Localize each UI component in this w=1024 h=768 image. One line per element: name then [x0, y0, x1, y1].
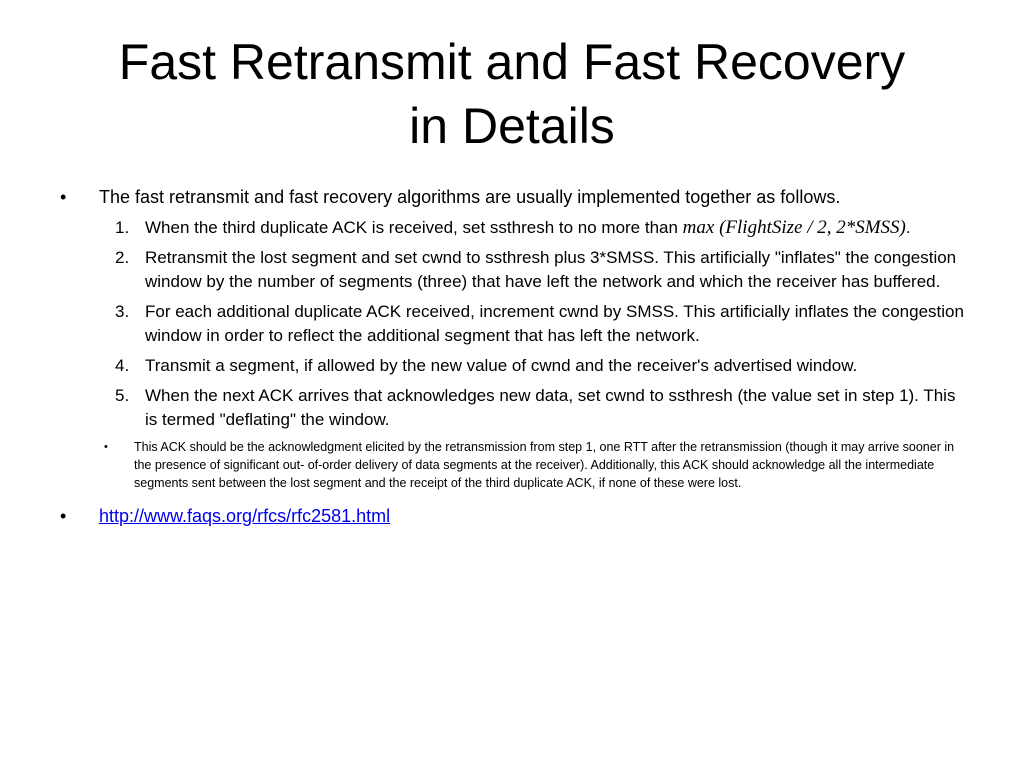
- bullet-mark: •: [60, 506, 67, 526]
- step-text: Retransmit the lost segment and set cwnd to ssthresh plus 3*SMSS. This artificially "inflates" the congestion window by the number of segments (three) that have left the network and which the receiver has buffered.: [145, 248, 957, 291]
- steps-list: [60, 216, 965, 432]
- rfc-link[interactable]: http://www.faqs.org/rfcs/rfc2581.html: [99, 506, 391, 526]
- step-text: When the next ACK arrives that acknowledges new data, set cwnd to ssthresh (the value set in step 1). This is termed "deflating" the window.: [145, 386, 956, 429]
- step-item-1: [115, 216, 965, 240]
- step-item-5: [115, 384, 965, 432]
- step-text: When the third duplicate ACK is received, set ssthresh to no more than: [145, 218, 683, 237]
- step-item-2: [115, 246, 965, 294]
- step-number: 1.: [115, 218, 130, 237]
- step-formula: max (FlightSize / 2, 2*SMSS): [682, 217, 906, 238]
- step-text: For each additional duplicate ACK received, increment cwnd by SMSS. This artificially inflates the congestion window in order to reflect the additional segment that has left the network.: [145, 302, 964, 345]
- step-number: 5.: [115, 386, 130, 405]
- slide-title-line-2: in Details: [409, 98, 615, 154]
- link-bullet: [60, 504, 965, 529]
- step-item-4: [115, 354, 965, 378]
- sub-note: [104, 438, 965, 492]
- step-number: 4.: [115, 356, 130, 375]
- step-text-after: .: [905, 218, 911, 237]
- step-item-3: [115, 300, 965, 348]
- intro-bullet: [60, 185, 965, 210]
- bullet-mark: •: [60, 187, 67, 207]
- step-number: 3.: [115, 302, 130, 321]
- slide-title: [40, 30, 984, 158]
- bullet-mark: •: [104, 441, 108, 453]
- sub-note-text: This ACK should be the acknowledgment elicited by the retransmission from step 1, one RTT after the retransmission (though it may arrive sooner in the presence of significant out- of-order delivery of data segments at the receiver). Additionally, this ACK should acknowledge all the intermediate segments sent between the lost segment and the receipt of the third duplicate ACK, if none of these were lost.: [134, 440, 955, 490]
- intro-text: The fast retransmit and fast recovery algorithms are usually implemented together as follows.: [99, 187, 841, 207]
- slide-content: [60, 185, 965, 535]
- step-number: 2.: [115, 248, 130, 267]
- slide-title-line-1: Fast Retransmit and Fast Recovery: [118, 34, 906, 90]
- step-text: Transmit a segment, if allowed by the new value of cwnd and the receiver's advertised window.: [145, 356, 858, 375]
